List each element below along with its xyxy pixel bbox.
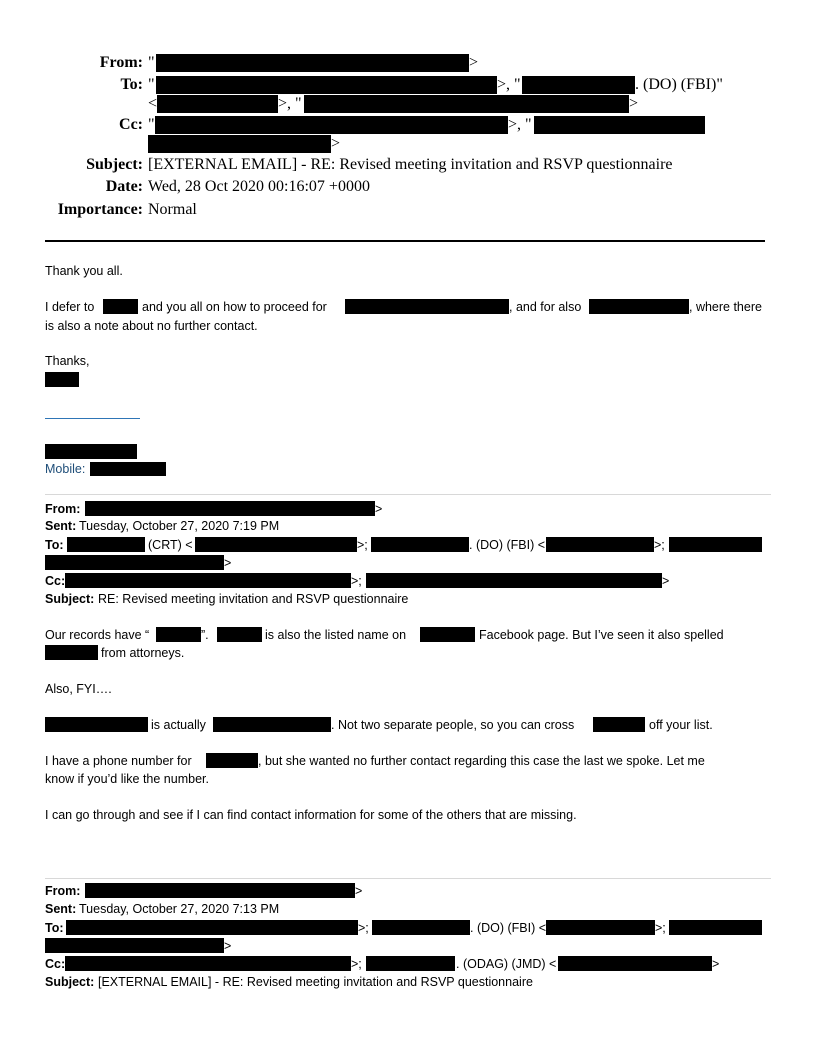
to-fbi: . (DO) (FBI)" [635, 76, 723, 93]
subject-text: [EXTERNAL EMAIL] - RE: Revised meeting invitation and RSVP questionnaire [148, 156, 673, 173]
subject-label: Subject: [45, 975, 95, 989]
body-text: Our records have “ [45, 628, 150, 642]
to-line2-close: > [629, 95, 639, 112]
redaction-block [103, 299, 138, 314]
body-text: . Not two separate people, so you can cross [331, 718, 575, 732]
redaction-block [156, 76, 497, 94]
signature-link-line[interactable] [45, 418, 140, 419]
defer-text-line2: is also a note about no further contact. [45, 319, 258, 333]
redaction-block [669, 537, 762, 552]
defer-text: , where there [689, 300, 762, 314]
to-text: >; [358, 921, 369, 935]
redaction-block [589, 299, 689, 314]
subject-text: RE: Revised meeting invitation and RSVP questionnaire [98, 592, 409, 606]
from-label: From: [45, 884, 81, 898]
to-text: >; [654, 538, 665, 552]
redaction-block [67, 537, 145, 552]
defer-text: , and for also [509, 300, 582, 314]
cc-quote: " [148, 116, 155, 133]
redaction-block [217, 627, 262, 642]
subject-label: Subject: [86, 156, 143, 173]
redaction-block [372, 920, 470, 935]
redaction-block [546, 920, 655, 935]
redaction-block [522, 76, 635, 94]
sent-text: Tuesday, October 27, 2020 7:19 PM [79, 519, 280, 533]
cc-line2-close: > [331, 135, 341, 152]
cc-text: . (ODAG) (JMD) < [456, 957, 557, 971]
to-quote: " [148, 76, 155, 93]
body-text: from attorneys. [101, 646, 185, 660]
message-separator [45, 494, 771, 495]
subject-label: Subject: [45, 592, 95, 606]
date-label: Date: [105, 178, 143, 195]
message-separator [45, 878, 771, 879]
body-text: ”. [201, 628, 209, 642]
sent-text: Tuesday, October 27, 2020 7:13 PM [79, 902, 280, 916]
redaction-block [156, 54, 469, 72]
redaction-block [366, 573, 662, 588]
redaction-block [206, 753, 258, 768]
to-text: >; [357, 538, 368, 552]
fyi-text: Also, FYI…. [45, 682, 112, 696]
body-text: , but she wanted no further contact regarding this case the last we spoke. Let me [258, 754, 705, 768]
sent-label: Sent: [45, 902, 77, 916]
redaction-block [366, 956, 455, 971]
subject-text: [EXTERNAL EMAIL] - RE: Revised meeting invitation and RSVP questionnaire [98, 975, 533, 989]
redaction-block [148, 135, 331, 153]
body-text: I can go through and see if I can find contact information for some of the others that are missing. [45, 808, 577, 822]
from-label: From: [45, 502, 81, 516]
redaction-block [156, 627, 201, 642]
redaction-block [45, 372, 79, 387]
cc-text: > [662, 574, 670, 588]
redaction-block [85, 883, 355, 898]
body-text: I have a phone number for [45, 754, 192, 768]
redaction-block [65, 956, 351, 971]
from-label: From: [99, 54, 143, 71]
body-text-line2: know if you’d like the number. [45, 772, 209, 786]
date-text: Wed, 28 Oct 2020 00:16:07 +0000 [148, 178, 370, 195]
redaction-block [85, 501, 375, 516]
redaction-block [155, 116, 508, 134]
mobile-label: Mobile: [45, 462, 86, 476]
importance-text: Normal [148, 201, 197, 218]
cc-text: > [712, 957, 720, 971]
redaction-block [420, 627, 475, 642]
redaction-block [304, 95, 629, 113]
to-line2-close: > [224, 556, 232, 570]
from-quote: " [148, 54, 155, 71]
signoff: Thanks, [45, 354, 90, 368]
defer-text: and you all on how to proceed for [142, 300, 327, 314]
to-line2-close: > [224, 939, 232, 953]
redaction-block [45, 938, 224, 953]
sent-label: Sent: [45, 519, 77, 533]
cc-label: Cc: [45, 574, 66, 588]
cc-text: >; [351, 574, 362, 588]
redaction-block [45, 555, 224, 570]
to-line2-open: < [148, 95, 158, 112]
to-text: (CRT) < [148, 538, 193, 552]
body-text: Facebook page. But I’ve seen it also spelled [479, 628, 724, 642]
importance-label: Importance: [57, 201, 143, 218]
to-text: . (DO) (FBI) < [470, 921, 547, 935]
from-close: > [355, 884, 363, 898]
header-divider [45, 240, 765, 242]
to-line2-sep: >, " [278, 95, 302, 112]
from-close: > [375, 502, 383, 516]
to-label: To: [45, 921, 64, 935]
redaction-block [66, 920, 358, 935]
redaction-block [213, 717, 331, 732]
redaction-block [546, 537, 654, 552]
from-close: > [469, 54, 479, 71]
redaction-block [371, 537, 469, 552]
redaction-block [593, 717, 645, 732]
thanks-all: Thank you all. [45, 264, 123, 278]
redaction-block [157, 95, 278, 113]
cc-text: >; [351, 957, 362, 971]
body-text: is actually [151, 718, 206, 732]
redaction-block [195, 537, 357, 552]
redaction-block [345, 299, 509, 314]
redaction-block [65, 573, 351, 588]
redaction-block [45, 444, 137, 459]
redaction-block [45, 717, 148, 732]
to-label: To: [45, 538, 64, 552]
body-text: off your list. [649, 718, 713, 732]
cc-sep: >, " [508, 116, 532, 133]
to-sep: >, " [497, 76, 521, 93]
redaction-block [90, 462, 166, 476]
cc-label: Cc: [45, 957, 66, 971]
defer-text: I defer to [45, 300, 95, 314]
redaction-block [534, 116, 705, 134]
redaction-block [669, 920, 762, 935]
body-text: is also the listed name on [265, 628, 407, 642]
to-label: To: [120, 76, 143, 93]
cc-label: Cc: [119, 116, 143, 133]
redaction-block [558, 956, 712, 971]
to-text: . (DO) (FBI) < [469, 538, 546, 552]
to-text: >; [655, 921, 666, 935]
redaction-block [45, 645, 98, 660]
